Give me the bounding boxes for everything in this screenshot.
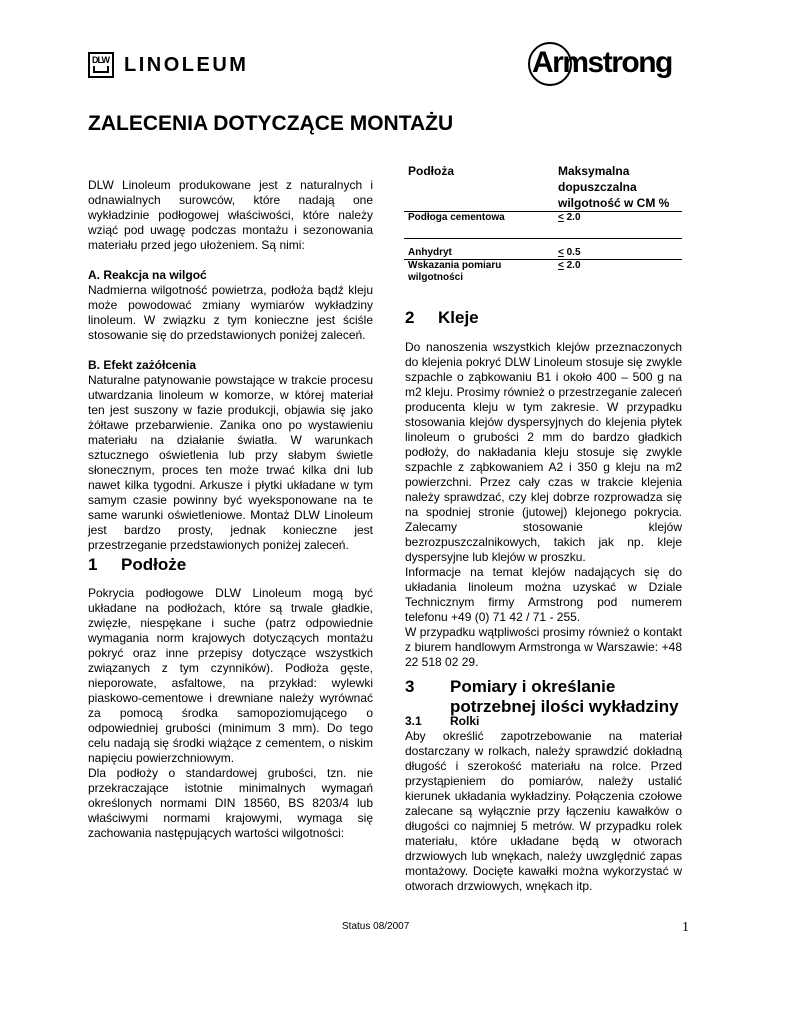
section-2-paragraph-2: Informacje na temat klejów nadających się do układania linoleum można uzyskać w Dziale Technicznym firmy Armstrong pod numerem telefonu +49 (0) 71 42 / 71 - 255. [405,565,682,624]
intro-paragraph: DLW Linoleum produkowane jest z naturalnych i odnawialnych surowców, które nadają one wykładzinie podłogowej właściwości, które należy wziąć pod uwagę podczas montażu i sezonowania materiału przed jego ułożeniem. Są nimi: [88,178,373,252]
section-1-heading [88,555,186,575]
armstrong-brand-text: Armstrong [532,46,672,79]
section-2-body [405,340,682,670]
section-number: 3 [405,677,415,696]
table-cell-value: < 2.0 [558,260,581,271]
armstrong-logo [524,40,694,88]
subsection-a-title: A. Reakcja na wilgoć [88,268,207,282]
subsection-b-title: B. Efekt zażółcenia [88,358,197,372]
left-column [88,178,373,553]
table-cell-value: < 2.0 [554,212,682,239]
section-2-heading [405,308,479,328]
table-cell-value: < 0.5 [554,239,682,260]
table-cell-label: Wskazania pomiaru wilgotności [408,260,502,283]
linoleum-brand-text: LINOLEUM [124,53,249,76]
page-title: ZALECENIA DOTYCZĄCE MONTAŻU [88,112,454,135]
section-title: Pomiary i określanie potrzebnej ilości wykładziny [450,677,679,716]
section-title: Kleje [438,308,479,327]
table-cell-label: Anhydryt [404,239,554,260]
table-header-substrate: Podłoża [404,163,554,212]
footer-status: Status 08/2007 [342,921,410,932]
section-1-paragraph-1: Pokrycia podłogowe DLW Linoleum mogą być układane na podłożach, które są trwale gładkie, zwięzłe, niespękane i suche (patrz odpowiednie wymagania norm krajowych dotyczących montażu pokryć oraz inne przepisy dotyczące wszystkich związanych z tym czynników). Podłoża gęste, nieporowate, asfaltowe, na przykład: wylewki piaskowo-cementowe i drewniane należy wyrównać za pomocą środka samopoziomującego o odpowiedniej grubości (minimum 3 mm). Do tego celu nadają się środki wiążące z cementem, o niskim napięciu powierzchniowym. [88,586,373,765]
section-3-1-paragraph: Aby określić zapotrzebowanie na materiał dostarczany w rolkach, należy sprawdzić dokładną długość i szerokość materiału na rolce. Przed przystąpieniem do pomiarów, należy ustalić kierunek układania wykładziny. Połączenia czołowe zalecane są wyłącznie przy łączeniu kawałków o długości co najmniej 5 metrów. W przypadku rolek materiału, które układane będą w otworach drzwiowych lub wnękach, należy uwzględnić zapas montażowy. Docięte kawałki można wykorzystać w otworach drzwiowych, wnękach itp. [405,729,682,893]
subsection-a-text: Nadmierna wilgotność powietrza, podłoża bądź kleju może powodować zmiany wymiarów wykładziny linoleum. W związku z tym konieczne jest ściśle stosowanie się do przedstawionych poniżej zaleceń. [88,283,373,342]
dlw-logo-icon: DLW [88,52,114,78]
section-3-heading [405,677,679,717]
section-number: 2 [405,308,415,327]
section-3-1-body [405,729,682,894]
section-title: Podłoże [121,555,187,574]
table-row [404,260,682,285]
section-2-paragraph-1: Do nanoszenia wszystkich klejów przeznaczonych do klejenia pokryć DLW Linoleum stosuje się zwykle szpachle o ząbkowaniu B1 i około 400 – 500 g na m2 kleju. Prosimy również o przestrzeganie zaleceń producenta kleju w tym zakresie. W przypadku stosowania klejów dyspersyjnych do klejenia płytek linoleum o grubości 2 mm do bardzo gładkich podłoży, do nakładania kleju stosuje się zwykle szpachle z ząbkowaniem A2 i 350 g kleju na m2 powierzchni. Przez cały czas w trakcie klejenia należy sprawdzać, czy klej dobrze rozprowadza się na spodniej stronie (jutowej) klejonego pokrycia. Zalecamy stosowanie klejów bezrozpuszczalnikowych, takich jak np. kleje dyspersyjne lub klejów w proszku. [405,340,682,564]
table-header-moisture: Maksymalna dopuszczalna wilgotność w CM % [554,163,682,212]
subsection-b-text: Naturalne patynowanie powstające w trakcie procesu utwardzania linoleum w komorze, w której materiał ten jest suszony w fazie produkcji, objawia się jako żółtawe przebarwienie. Zanika ono po wystawieniu materiału na działanie światła. W warunkach sztucznego oświetlenia lub przy słabym świetle słonecznym, proces ten może trwać kilka dni lub nawet kilka tygodni. Arkusze i płytki układane w tym samym czasie powinny być wyeksponowane na te same warunki oświetleniowe. Montaż DLW Linoleum jest bardzo prosty, jednak konieczne jest przestrzeganie przedstawionych poniżej zaleceń. [88,373,373,552]
section-1-paragraph-2: Dla podłoży o standardowej grubości, tzn. nie przekraczające istotnie minimalnych wymagań określonych normami DIN 18560, BS 8203/4 lub właściwymi normami krajowymi, wymaga się zachowania następujących wartości wilgotności: [88,766,373,840]
subsection-number: 3.1 [405,714,422,728]
table-cell-label: Podłoga cementowa [404,212,554,239]
moisture-table [404,163,682,284]
table-row [404,212,682,239]
section-1-body [88,586,373,841]
section-3-1-heading [405,714,682,729]
table-row [404,239,682,260]
linoleum-logo [88,50,248,80]
page-number: 1 [682,920,689,935]
subsection-title: Rolki [450,714,480,728]
section-number: 1 [88,555,98,574]
section-2-paragraph-3: W przypadku wątpliwości prosimy również o kontakt z biurem handlowym Armstronga w Warszawie: +48 22 518 02 29. [405,625,682,669]
